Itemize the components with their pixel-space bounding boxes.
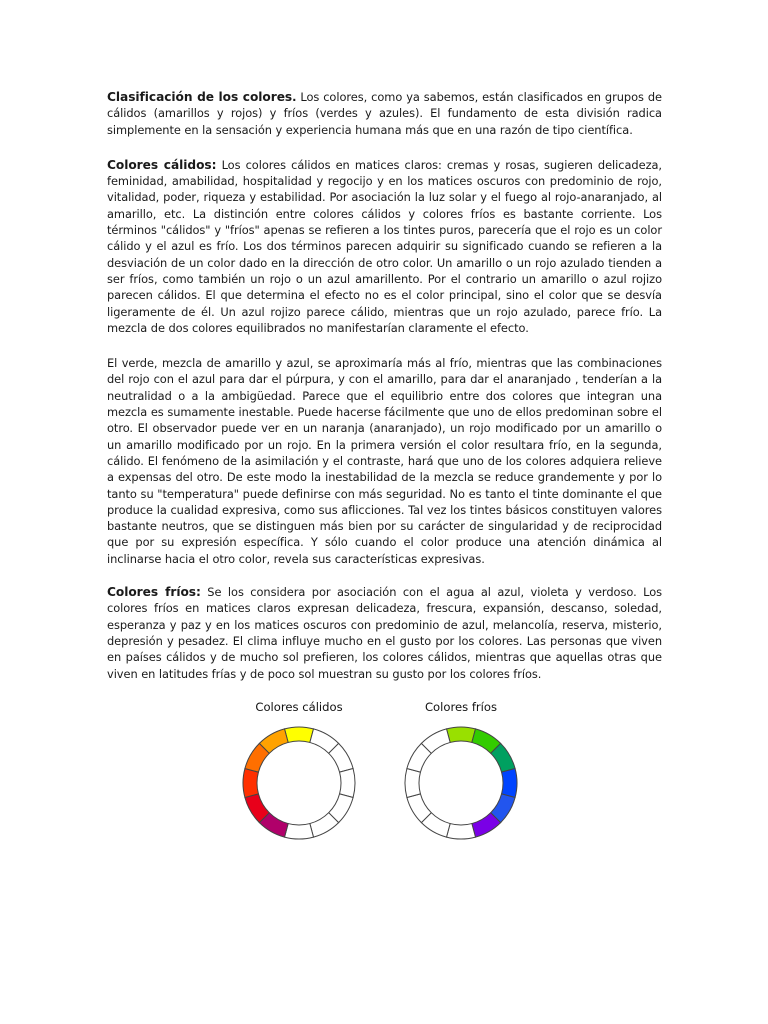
warm-wheel-segment [285, 727, 314, 742]
cool-wheel-segment [405, 769, 420, 798]
paragraph-cool-colors [107, 584, 662, 682]
paragraph-classification-text: Los colores, como ya sabemos, están clasificados en grupos de cálidos (amarillos y rojos) y fríos (verdes y azules). El fundamento de esta división radica simplemente en la sensación y experiencia humana más que en una razón de tipo científica. [107, 90, 662, 137]
paragraph-green-mixture [107, 355, 662, 567]
paragraph-warm-colors-text: Los colores cálidos en matices claros: cremas y rosas, sugieren delicadeza, feminidad, amabilidad, hospitalidad y regocijo y en los matices oscuros con predominio de rojo, vitalidad, poder, riqueza y estabilidad. Por asociación la luz solar y el fuego al rojo-anaranjado, al amarillo, etc. La distinción entre colores cálidos y colores fríos es bastante corriente. Los términos "cálidos" y "fríos" apenas se refieren a los tintes puros, parecería que el rojo es un color cálido y el azul es frío. Los dos términos parecen adquirir su significado cuando se refieren a la desviación de un color dado en la dirección de otro color. Un amarillo o un rojo azulado tienden a ser fríos, como también un rojo o un azul amarillento. Por el contrario un amarillo o azul rojizo parecen cálidos. El que determina el efecto no es el color principal, sino el color que se desvía ligeramente de él. Un azul rojizo parece cálido, mientras que un rojo azulado, parece frío. La mezcla de dos colores equilibrados no manifestarían claramente el efecto. [107, 157, 662, 335]
warm-wheel-segment [243, 769, 258, 798]
cool-wheel-segment [447, 824, 476, 839]
warm-wheel-segment [340, 769, 355, 798]
cool-wheel-segment [502, 769, 517, 798]
warm-wheel-title: Colores cálidos [255, 700, 343, 714]
cool-wheel-segment [447, 727, 476, 742]
warm-wheel-block [229, 700, 369, 848]
cool-color-wheel [396, 718, 526, 848]
heading-classification-period: . [292, 90, 297, 104]
paragraph-cool-colors-text: Se los considera por asociación con el agua al azul, violeta y verdoso. Los colores fríos en matices claros expresan delicadeza, frescura, expansión, descanso, soledad, esperanza y paz y en los matices oscuros con predominio de azul, melancolía, reserva, misterio, depresión y pesadez. El clima influye mucho en el gusto por los colores. Las personas que viven en países cálidos y de mucho sol prefieren, los colores cálidos, mientras que aquellas otras que viven en latitudes frías y de poco sol muestran su gusto por los colores fríos. [107, 585, 663, 681]
paragraph-classification [107, 89, 662, 138]
heading-warm-colors: Colores cálidos: [107, 157, 217, 172]
paragraph-warm-colors [107, 157, 662, 336]
heading-classification: Clasificación de los colores [107, 90, 293, 104]
warm-color-wheel [234, 718, 364, 848]
cool-wheel-block [391, 700, 531, 848]
paragraph-green-mixture-text: El verde, mezcla de amarillo y azul, se aproximaría más al frío, mientras que las combinaciones del rojo con el azul para dar el púrpura, y con el amarillo, para dar el anaranjado , tenderían a la neutralidad o a la ambigüedad. Parece que el equilibrio entre dos colores que integran una mezcla es sumamente inestable. Puede hacerse fácilmente que uno de ellos predominan sobre el otro. El observador puede ver en un naranja (anaranjado), un rojo modificado por un amarillo o un amarillo modificado por un rojo. En la primera versión el color resultara frío, en la segunda, cálido. El fenómeno de la asimilación y el contraste, hará que uno de los colores adquiera relieve a expensas del otro. De este modo la inestabilidad de la mezcla se reduce grandemente y por lo tanto su "temperatura" puede definirse con más seguridad. No es tanto el tinte dominante el que produce la cualidad expresiva, como sus aflicciones. Tal vez los tintes básicos constituyen valores bastante neutros, que se distinguen más bien por su carácter de singularidad y de reciprocidad que por su expresión específica. Y sólo cuando el color produce una atención dinámica al inclinarse hacia el otro color, revela sus características expresivas. [107, 356, 662, 566]
cool-wheel-title: Colores fríos [424, 700, 498, 714]
color-wheels-figure [0, 700, 768, 870]
warm-wheel-segment [285, 824, 314, 839]
document-body [107, 89, 662, 701]
heading-cool-colors: Colores fríos: [107, 585, 201, 600]
